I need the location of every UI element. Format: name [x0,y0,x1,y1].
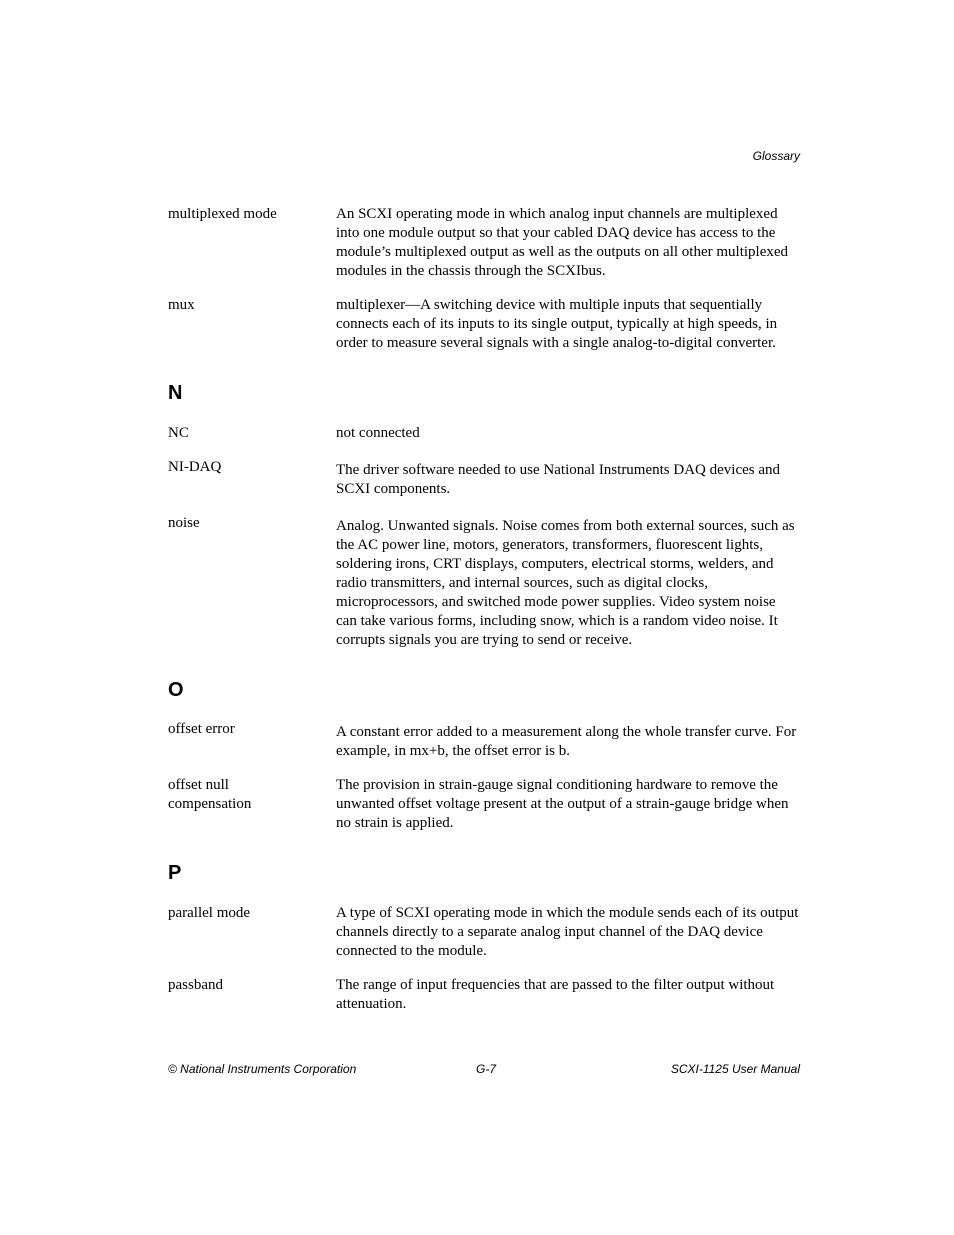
glossary-term: passband [168,977,223,993]
glossary-term: multiplexed mode [168,206,277,222]
glossary-term: mux [168,297,195,313]
footer-manual-title: SCXI-1125 User Manual [670,1062,800,1076]
glossary-term: noise [168,515,200,531]
glossary-definition: The driver software needed to use National Instruments DAQ devices and SCXI components. [336,462,781,497]
glossary-definition: not connected [336,425,420,441]
section-letter-n: N [168,382,183,404]
section-letter-p: P [168,862,182,884]
glossary-term: NC [168,425,189,441]
glossary-definition: The provision in strain-gauge signal conditioning hardware to remove the unwanted offset voltage present at the output of a strain-gauge bridge when no strain is applied. [336,777,789,831]
glossary-term: NI-DAQ [168,459,222,475]
section-letter-o: O [168,679,184,701]
glossary-definition: An SCXI operating mode in which analog input channels are multiplexed into one module output so that your cabled DAQ device has access to the module’s multiplexed output as well as the outputs on all other multiplexed modules in the chassis through the SCXIbus. [336,206,789,279]
footer-page-number: G-7 [476,1062,497,1076]
running-head: Glossary [752,149,800,163]
glossary-term: offset error [168,721,235,737]
footer-copyright: © National Instruments Corporation [168,1062,357,1076]
glossary-definition: The range of input frequencies that are passed to the filter output without attenuation. [336,977,775,1012]
glossary-definition: multiplexer—A switching device with multiple inputs that sequentially connects each of its inputs to its single output, typically at high speeds, in order to measure several signals with a single analog-to-digital converter. [336,297,778,351]
glossary-term: offset null compensation [168,777,252,812]
glossary-definition: A constant error added to a measurement along the whole transfer curve. For example, in mx+b, the offset error is b. [336,724,797,759]
glossary-definition: Analog. Unwanted signals. Noise comes from both external sources, such as the AC power line, motors, generators, transformers, fluorescent lights, soldering irons, CRT displays, computers, electrical storms, welders, and radio transmitters, and internal sources, such as digital clocks, microprocessors, and switched mode power supplies. Video system noise can take various forms, including snow, which is a random video noise. It corrupts signals you are trying to send or receive. [336,518,795,648]
glossary-term: parallel mode [168,905,251,921]
glossary-definition: A type of SCXI operating mode in which the module sends each of its output channels directly to a separate analog input channel of the DAQ device connected to the module. [336,905,799,959]
